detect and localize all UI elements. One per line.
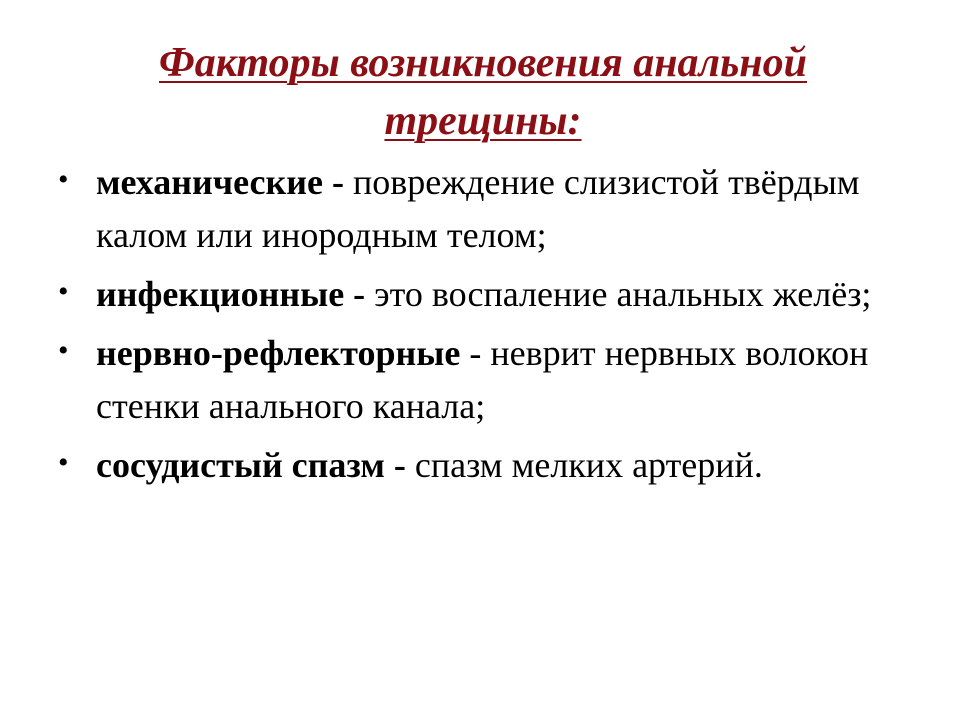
bullet-term: нервно-рефлекторные bbox=[96, 333, 461, 373]
bullet-list bbox=[56, 156, 916, 498]
bullet-item-neuro-reflex bbox=[56, 327, 916, 433]
bullet-text: это воспаление анальных желёз; bbox=[365, 274, 872, 314]
bullet-text: повреждение слизистой твёрдым калом или инородным телом; bbox=[96, 162, 860, 255]
bullet-text: - неврит нервных волокон стенки анального канала; bbox=[96, 333, 869, 426]
slide-title: Факторы возникновения анальной трещины: bbox=[159, 40, 807, 144]
bullet-icon: • bbox=[58, 446, 69, 479]
bullet-item-vascular-spasm bbox=[56, 439, 916, 492]
bullet-item-infectious bbox=[56, 268, 916, 321]
bullet-text: спазм мелких артерий. bbox=[405, 445, 763, 485]
bullet-item-mechanical bbox=[56, 156, 916, 262]
bullet-term: сосудистый спазм - bbox=[96, 445, 406, 485]
bullet-icon: • bbox=[58, 275, 69, 308]
bullet-term: инфекционные - bbox=[96, 274, 366, 314]
bullet-icon: • bbox=[58, 334, 69, 367]
bullet-term: механические - bbox=[96, 162, 344, 202]
bullet-icon: • bbox=[58, 163, 69, 196]
